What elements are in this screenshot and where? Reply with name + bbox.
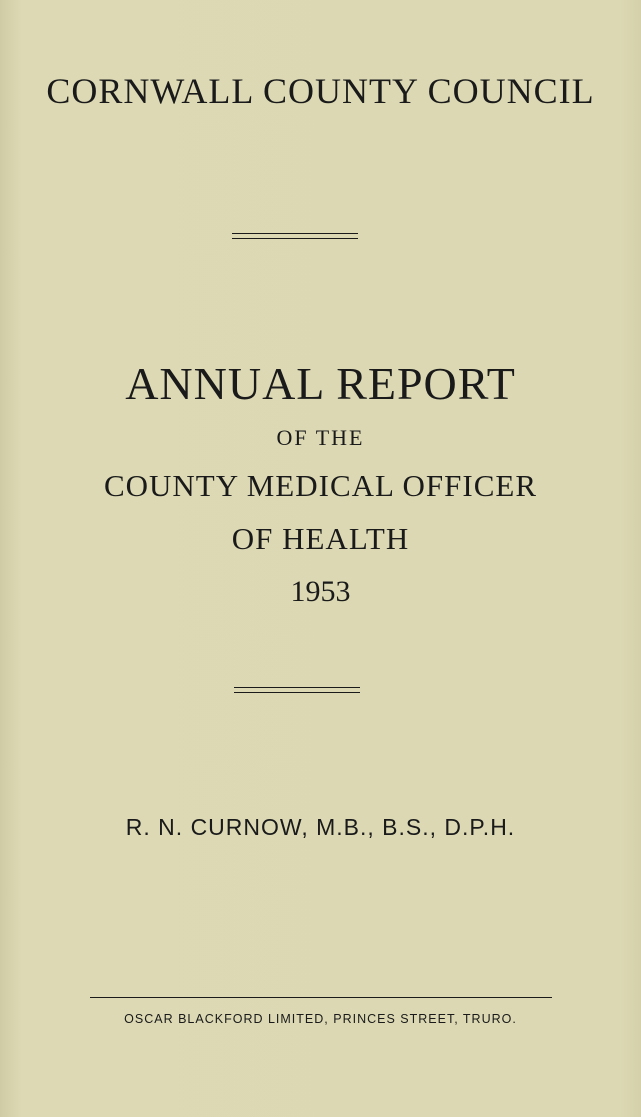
subtitle-line-1: COUNTY MEDICAL OFFICER: [103, 468, 538, 503]
council-heading: CORNWALL COUNTY COUNCIL: [46, 71, 595, 111]
report-title: ANNUAL REPORT: [125, 358, 516, 409]
report-year: 1953: [290, 575, 351, 608]
middle-double-rule: [234, 687, 360, 693]
printer-rule: [90, 997, 552, 998]
subtitle-line-2: OF HEALTH: [231, 521, 410, 556]
title-connector: OF THE: [276, 425, 365, 450]
top-double-rule: [232, 233, 358, 239]
printer-imprint: OSCAR BLACKFORD LIMITED, PRINCES STREET, TRURO.: [124, 1012, 517, 1026]
author-name: R. N. CURNOW, M.B., B.S., D.P.H.: [125, 814, 516, 840]
